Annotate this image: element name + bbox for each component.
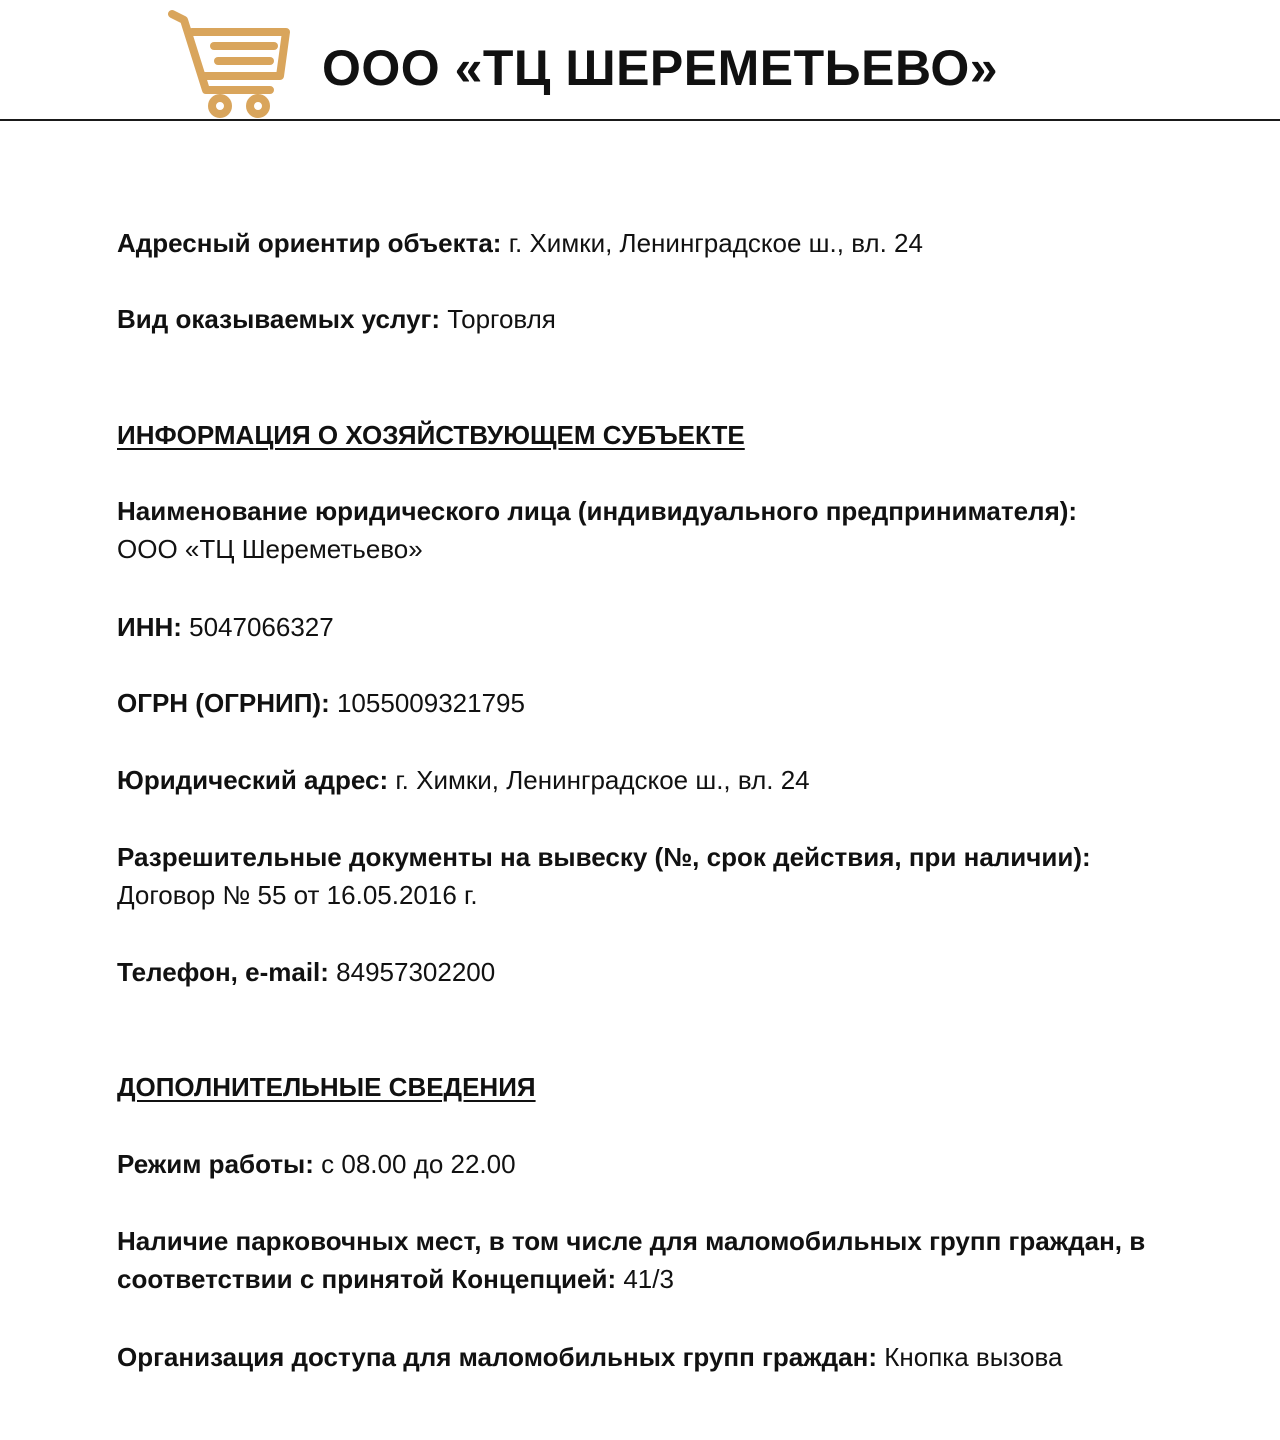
entity-name-value: ООО «ТЦ Шереметьево» [117, 534, 423, 564]
legal-address-value: г. Химки, Ленинградское ш., вл. 24 [388, 765, 810, 795]
ogrn-label: ОГРН (ОГРНИП): [117, 688, 330, 718]
hours-row [117, 1145, 1237, 1183]
entity-name-row [117, 492, 1237, 568]
company-title: ООО «ТЦ ШЕРЕМЕТЬЕВО» [322, 40, 999, 96]
ogrn-value: 1055009321795 [329, 688, 525, 718]
hours-label: Режим работы: [117, 1149, 314, 1179]
services-row [117, 300, 1237, 338]
document-header [0, 0, 1280, 122]
inn-value: 5047066327 [181, 612, 334, 642]
access-label: Организация доступа для маломобильных групп граждан: [117, 1342, 877, 1372]
access-row [117, 1338, 1237, 1376]
services-value: Торговля [440, 304, 556, 334]
permits-value: Договор № 55 от 16.05.2016 г. [117, 880, 478, 910]
ogrn-row [117, 684, 1237, 722]
parking-row [117, 1222, 1247, 1298]
access-value: Кнопка вызова [877, 1342, 1063, 1372]
inn-label: ИНН: [117, 612, 182, 642]
inn-row [117, 608, 1237, 646]
parking-value: 41/3 [616, 1264, 674, 1294]
legal-address-row [117, 761, 1237, 799]
header-divider [0, 119, 1280, 121]
parking-label: Наличие парковочных мест, в том числе для маломобильных групп граждан, в соответствии с принятой Концепцией: [117, 1226, 1146, 1294]
legal-address-label: Юридический адрес: [117, 765, 389, 795]
contacts-row [117, 953, 1237, 991]
contacts-label: Телефон, e-mail: [117, 957, 329, 987]
entity-section-heading: ИНФОРМАЦИЯ О ХОЗЯЙСТВУЮЩЕМ СУБЪЕКТЕ [117, 420, 745, 450]
permits-row [117, 838, 1237, 914]
additional-section-heading: ДОПОЛНИТЕЛЬНЫЕ СВЕДЕНИЯ [117, 1072, 536, 1102]
shopping-cart-icon [166, 6, 294, 122]
address-label: Адресный ориентир объекта: [117, 228, 502, 258]
address-row [117, 224, 1237, 262]
services-label: Вид оказываемых услуг: [117, 304, 441, 334]
permits-label: Разрешительные документы на вывеску (№, срок действия, при наличии): [117, 842, 1091, 872]
hours-value: с 08.00 до 22.00 [313, 1149, 516, 1179]
address-value: г. Химки, Ленинградское ш., вл. 24 [501, 228, 923, 258]
entity-name-label: Наименование юридического лица (индивидуального предпринимателя): [117, 496, 1078, 526]
contacts-value: 84957302200 [328, 957, 496, 987]
